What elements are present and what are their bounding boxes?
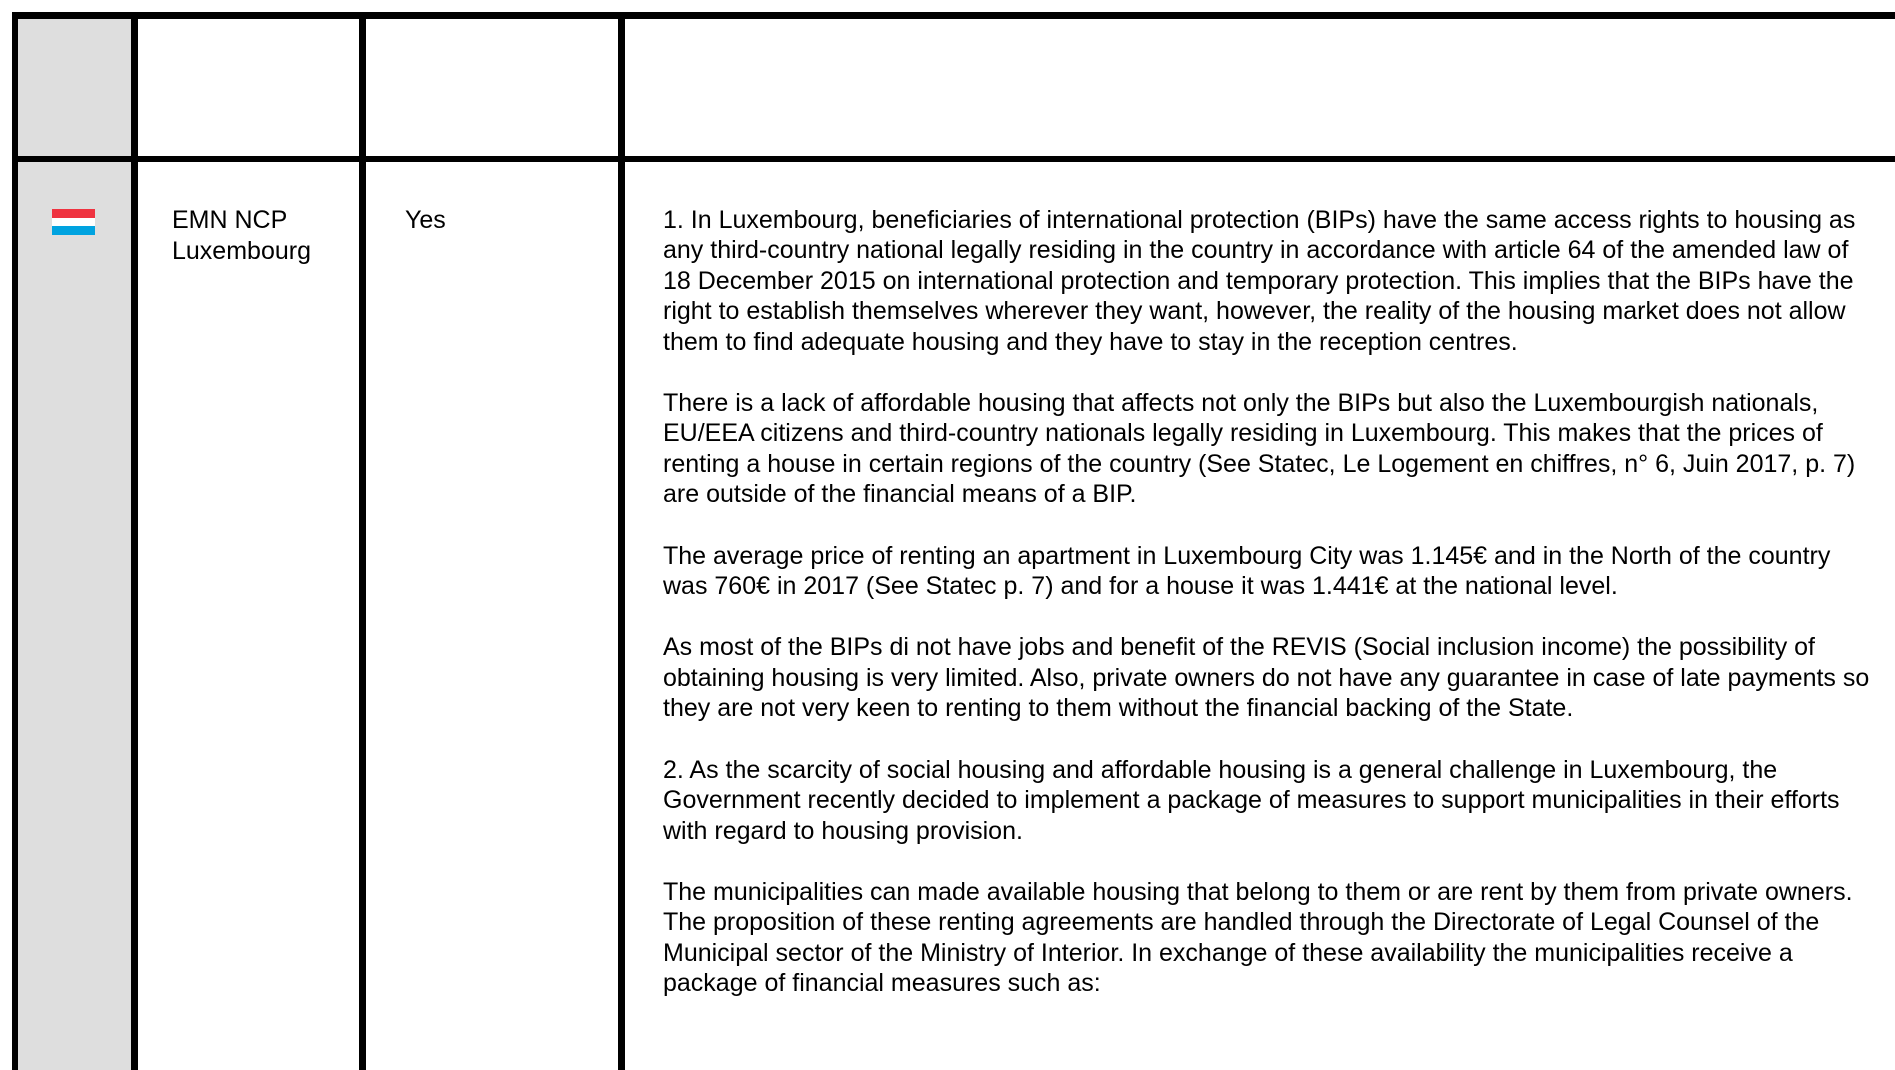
flag-column (18, 19, 131, 1070)
details-paragraph: There is a lack of affordable housing that affects not only the BIPs but also the Luxembourgish nationals, EU/EEA citizens and third-country nationals legally residing in Luxembourg. This makes that the prices of renting a house in certain regions of the country (See Statec, Le Logement en chiffres, n° 6, Juin 2017, p. 7) are outside of the financial means of a BIP. (663, 389, 1856, 509)
answer-cell: Yes (405, 206, 446, 234)
column-divider-3 (618, 12, 625, 1070)
header-cell-answer (366, 19, 618, 156)
details-paragraph: The municipalities can made available housing that belong to them or are rent by them from private owners. The proposition of these renting agreements are handled through the Directorate of Legal Counsel of the Municipal sector of the Ministry of Interior. In exchange of these availability the municipalities receive a package of financial measures such as: (663, 877, 1853, 998)
header-cell-flag (18, 19, 131, 156)
table-left-border (12, 12, 18, 1070)
header-cell-details (625, 19, 1895, 156)
flag-stripe-white (52, 218, 95, 227)
header-row-divider (12, 156, 1895, 162)
column-divider-1 (131, 12, 138, 1070)
details-paragraph: 2. As the scarcity of social housing and affordable housing is a general challenge in Luxembourg, the Government recently decided to implement a package of measures to support municipalities in their efforts with regard to housing provision. (663, 755, 1840, 845)
details-cell (663, 205, 1878, 1030)
flag-stripe-blue (52, 226, 95, 235)
details-paragraph: As most of the BIPs di not have jobs and benefit of the REVIS (Social inclusion income) the possibility of obtaining housing is very limited. Also, private owners do not have any guarantee in case of late payments so they are not very keen to renting to them without the financial backing of the State. (663, 633, 1870, 723)
header-cell-country (138, 19, 359, 156)
details-paragraph: The average price of renting an apartment in Luxembourg City was 1.145€ and in the North of the country was 760€ in 2017 (See Statec p. 7) and for a house it was 1.441€ at the national level. (663, 541, 1831, 601)
luxembourg-flag-icon (52, 209, 95, 235)
table-top-border (12, 12, 1895, 19)
flag-stripe-red (52, 209, 95, 218)
details-paragraph: 1. In Luxembourg, beneficiaries of international protection (BIPs) have the same access rights to housing as any third-country national legally residing in the country in accordance with article 64 of the amended law of 18 December 2015 on international protection and temporary protection. This implies that the BIPs have the right to establish themselves wherever they want, however, the reality of the housing market does not allow them to find adequate housing and they have to stay in the reception centres. (663, 206, 1856, 356)
column-divider-2 (359, 12, 366, 1070)
country-cell: EMN NCP Luxembourg (172, 206, 311, 265)
